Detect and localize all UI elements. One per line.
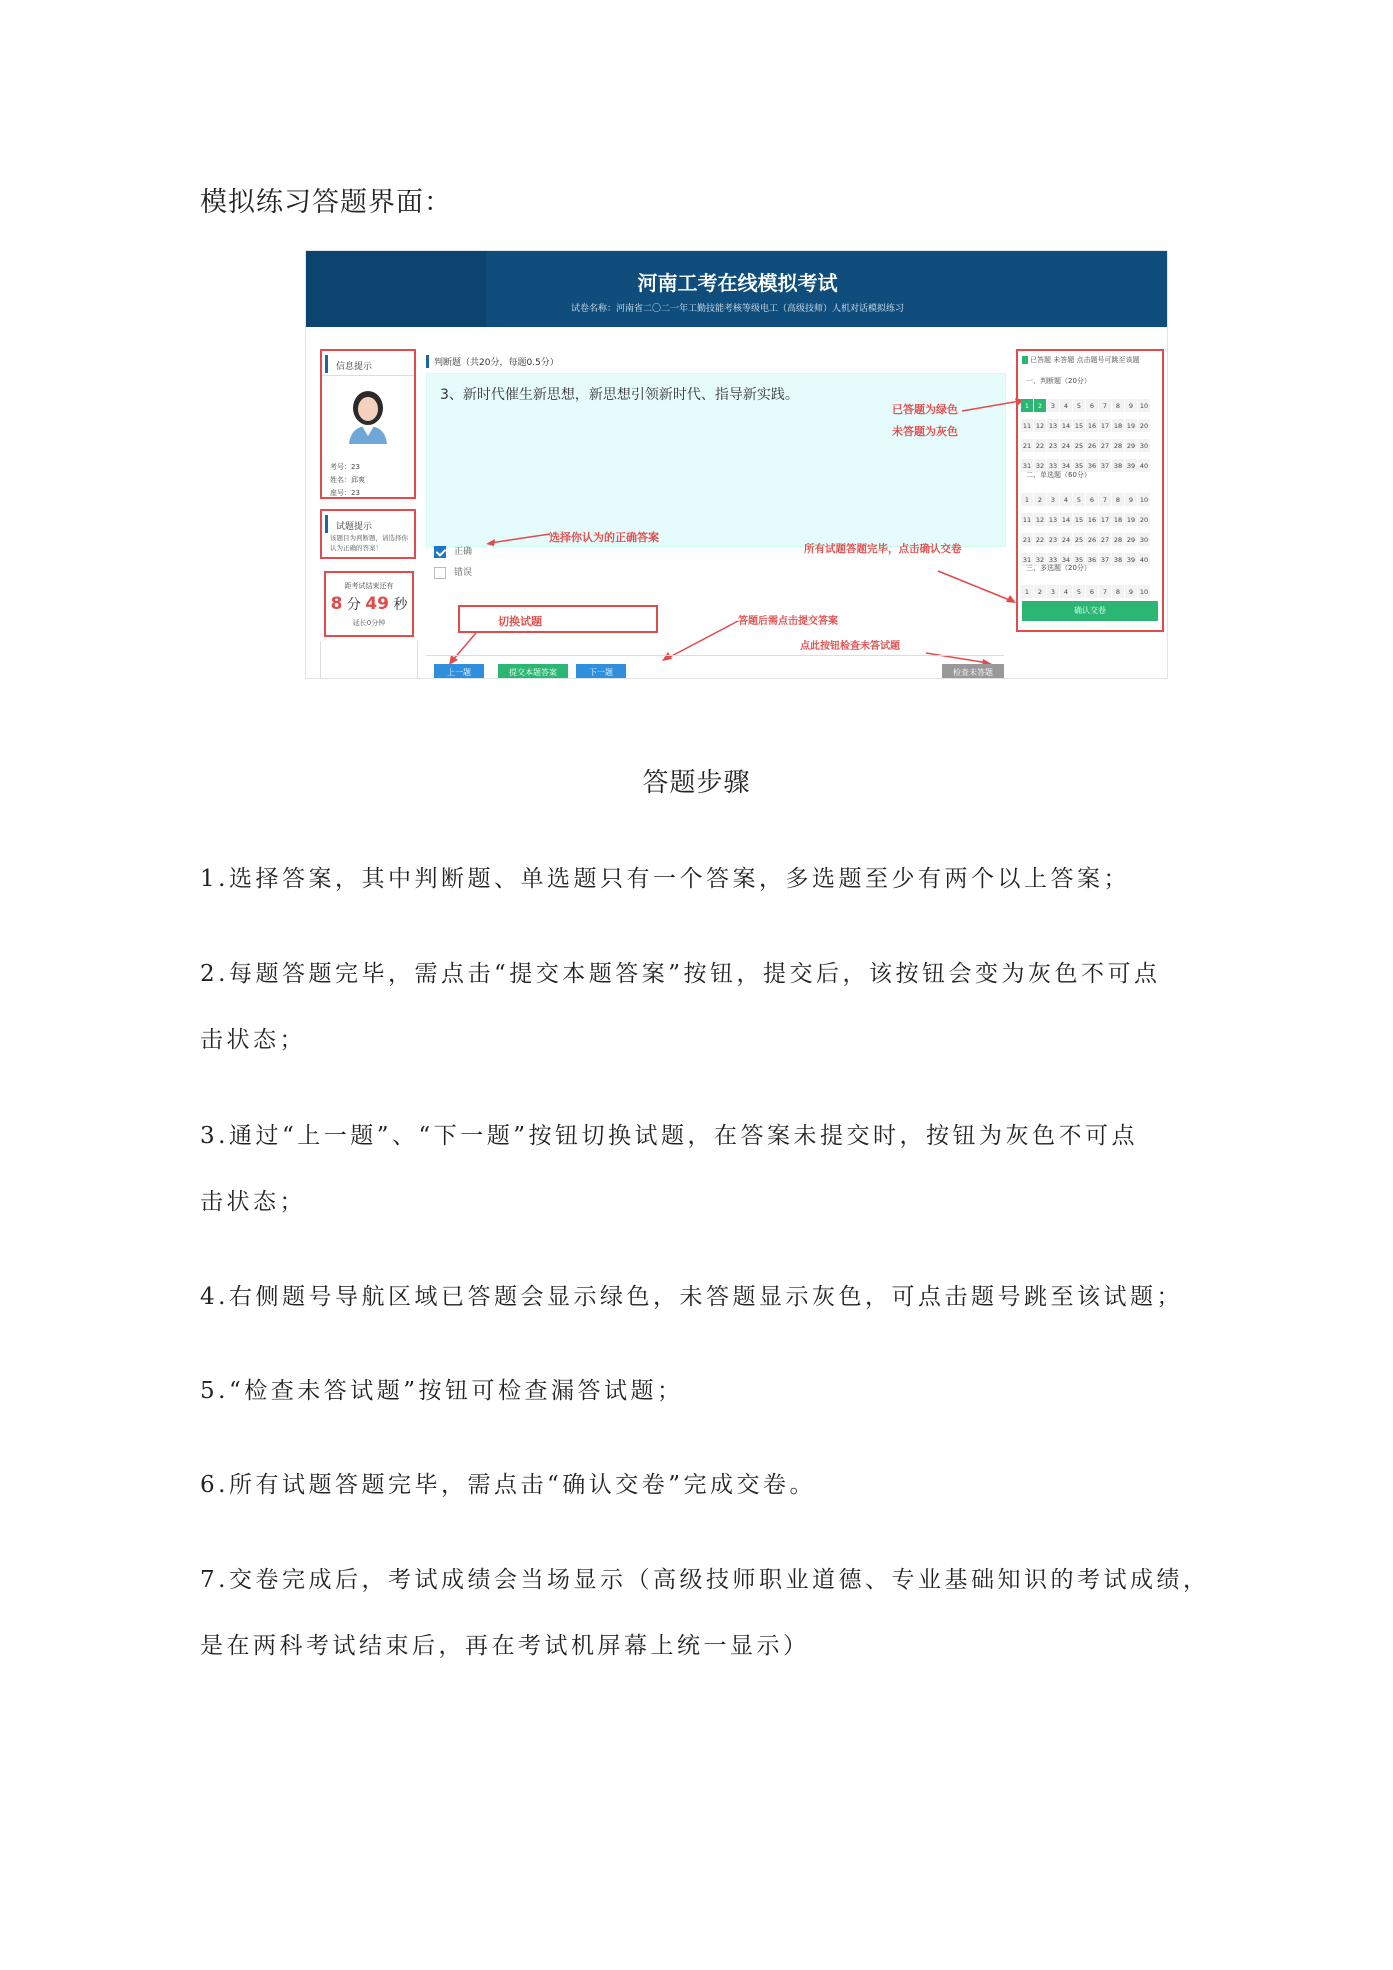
- timer-value: [326, 594, 412, 614]
- nav-grid-judgment: [1021, 393, 1161, 473]
- question-number-cell[interactable]: 17: [1099, 419, 1112, 433]
- exam-header: [306, 251, 1168, 327]
- step-3: 3.通过“上一题”、“下一题”按钮切换试题，在答案未提交时，按钮为灰色不可点: [200, 1123, 1138, 1149]
- question-number-cell[interactable]: 1: [1021, 399, 1034, 413]
- option-false[interactable]: [434, 565, 472, 579]
- step-5: 5.“检查未答试题”按钮可检查漏答试题；: [200, 1378, 684, 1404]
- question-number-cell[interactable]: 19: [1125, 513, 1138, 527]
- info-panel: [320, 349, 416, 499]
- question-number-cell[interactable]: 8: [1112, 585, 1125, 599]
- question-number-cell[interactable]: 23: [1047, 533, 1060, 547]
- avatar: [343, 386, 393, 444]
- steps-title: 答题步骤: [642, 768, 751, 798]
- candidate-number: 考号：23: [330, 463, 360, 471]
- question-number-cell[interactable]: 36: [1086, 553, 1099, 567]
- question-number-cell[interactable]: 36: [1086, 459, 1099, 473]
- question-number-cell[interactable]: 2: [1034, 585, 1047, 599]
- question-number-cell[interactable]: 19: [1125, 419, 1138, 433]
- question-number-cell[interactable]: 9: [1125, 493, 1138, 507]
- question-number-cell[interactable]: 6: [1086, 585, 1099, 599]
- question-number-cell[interactable]: 9: [1125, 585, 1138, 599]
- question-number-cell[interactable]: 11: [1021, 513, 1034, 527]
- question-number-cell[interactable]: 8: [1112, 493, 1125, 507]
- answered-legend-icon: [1022, 356, 1028, 364]
- question-number-cell[interactable]: 18: [1112, 419, 1125, 433]
- option-false-label: 错误: [454, 568, 473, 578]
- step-4: 4.右侧题号导航区域已答题会显示绿色，未答题显示灰色，可点击题号跳至该试题；: [200, 1284, 1183, 1310]
- question-number-cell[interactable]: 31: [1021, 459, 1034, 473]
- nav-grid-single: [1021, 487, 1161, 567]
- question-number-cell[interactable]: 20: [1138, 419, 1151, 433]
- question-number-cell[interactable]: 40: [1138, 459, 1151, 473]
- question-number-cell[interactable]: 32: [1034, 553, 1047, 567]
- step-6: 6.所有试题答题完毕，需点击“确认交卷”完成交卷。: [200, 1472, 816, 1498]
- question-number-cell[interactable]: 16: [1086, 513, 1099, 527]
- question-number-cell[interactable]: 12: [1034, 513, 1047, 527]
- question-number-cell[interactable]: 7: [1099, 493, 1112, 507]
- question-number-cell[interactable]: 34: [1060, 459, 1073, 473]
- annotation-switch: 切换试题: [498, 615, 542, 628]
- option-true[interactable]: [434, 544, 472, 558]
- question-number-cell[interactable]: 21: [1021, 439, 1034, 453]
- question-number-cell[interactable]: 35: [1073, 459, 1086, 473]
- question-number-cell[interactable]: 5: [1073, 585, 1086, 599]
- question-number-cell[interactable]: 4: [1060, 493, 1073, 507]
- question-number-cell[interactable]: 3: [1047, 399, 1060, 413]
- question-number-cell[interactable]: 18: [1112, 513, 1125, 527]
- nav-section-multiple: 三、多选题（20分）: [1026, 564, 1091, 572]
- submit-answer-button[interactable]: 提交本题答案: [498, 664, 568, 679]
- question-number-cell[interactable]: 4: [1060, 585, 1073, 599]
- question-number-cell[interactable]: 34: [1060, 553, 1073, 567]
- question-number-cell[interactable]: 6: [1086, 399, 1099, 413]
- timer-panel: [324, 571, 414, 637]
- question-number-cell[interactable]: 27: [1099, 439, 1112, 453]
- question-number-cell[interactable]: 30: [1138, 439, 1151, 453]
- question-number-cell[interactable]: 28: [1112, 533, 1125, 547]
- question-number-cell[interactable]: 24: [1060, 439, 1073, 453]
- question-type-label: 判断题（共20分，每题0.5分）: [426, 355, 559, 368]
- question-number-cell[interactable]: 9: [1125, 399, 1138, 413]
- question-number-cell[interactable]: 23: [1047, 439, 1060, 453]
- exam-title: 河南工考在线模拟考试: [637, 271, 838, 295]
- question-number-cell[interactable]: 3: [1047, 493, 1060, 507]
- question-number-cell[interactable]: 39: [1125, 459, 1138, 473]
- question-number-cell[interactable]: 24: [1060, 533, 1073, 547]
- question-number-cell[interactable]: 28: [1112, 439, 1125, 453]
- question-number-cell[interactable]: 37: [1099, 553, 1112, 567]
- question-number-cell[interactable]: 26: [1086, 439, 1099, 453]
- nav-grid-multiple: [1021, 579, 1161, 599]
- question-number-cell[interactable]: 22: [1034, 533, 1047, 547]
- question-number-cell[interactable]: 13: [1047, 513, 1060, 527]
- question-navigator: [1016, 349, 1164, 632]
- question-number-cell[interactable]: 29: [1125, 533, 1138, 547]
- question-number-cell[interactable]: 33: [1047, 459, 1060, 473]
- question-number-cell[interactable]: 32: [1034, 459, 1047, 473]
- arrow-icon: [660, 617, 740, 665]
- question-number-cell[interactable]: 15: [1073, 419, 1086, 433]
- exam-screenshot: [305, 250, 1168, 679]
- arrow-icon: [486, 531, 552, 547]
- question-number-cell[interactable]: 7: [1099, 399, 1112, 413]
- arrow-icon: [936, 569, 1018, 605]
- timer-minute-unit: 分: [346, 597, 361, 613]
- timer-second-unit: 秒: [393, 597, 408, 613]
- nav-section-single: 二、单选题（60分）: [1026, 471, 1091, 479]
- question-number-cell[interactable]: 10: [1138, 493, 1151, 507]
- annotation-choose: 选择你认为的正确答案: [549, 531, 659, 544]
- step-2: 2.每题答题完毕，需点击“提交本题答案”按钮，提交后，该按钮会变为灰色不可点: [200, 961, 1161, 987]
- annotation-all-done: 所有试题答题完毕，点击确认交卷: [804, 543, 962, 555]
- timer-extension: 延长0分钟: [352, 619, 386, 627]
- step-1: 1.选择答案，其中判断题、单选题只有一个答案，多选题至少有两个以上答案；: [200, 866, 1130, 892]
- question-number-cell[interactable]: 2: [1034, 493, 1047, 507]
- question-number-cell[interactable]: 20: [1138, 513, 1151, 527]
- timer-minutes: 8: [330, 594, 343, 614]
- annotation-submit-after: 答题后需点击提交答案: [738, 616, 838, 627]
- prev-question-button[interactable]: 上一题: [434, 664, 484, 679]
- question-number-cell[interactable]: 11: [1021, 419, 1034, 433]
- question-number-cell[interactable]: 4: [1060, 399, 1073, 413]
- confirm-submit-button[interactable]: 确认交卷: [1022, 601, 1158, 621]
- info-panel-title: 信息提示: [325, 355, 414, 373]
- annotation-switch-box: [458, 605, 658, 633]
- step-7-cont: 是在两科考试结束后，再在考试机屏幕上统一显示）: [200, 1633, 810, 1659]
- question-number-cell[interactable]: 8: [1112, 399, 1125, 413]
- question-number-cell[interactable]: 31: [1021, 553, 1034, 567]
- question-number-cell[interactable]: 6: [1086, 493, 1099, 507]
- question-number-cell[interactable]: 40: [1138, 553, 1151, 567]
- question-number-cell[interactable]: 29: [1125, 439, 1138, 453]
- question-number-cell[interactable]: 13: [1047, 419, 1060, 433]
- question-number-cell[interactable]: 1: [1021, 585, 1034, 599]
- question-number-cell[interactable]: 25: [1073, 439, 1086, 453]
- question-number-cell[interactable]: 10: [1138, 399, 1151, 413]
- question-number-cell[interactable]: 3: [1047, 585, 1060, 599]
- question-number-cell[interactable]: 21: [1021, 533, 1034, 547]
- tip-title: 试题提示: [325, 515, 414, 533]
- question-number-cell[interactable]: 1: [1021, 493, 1034, 507]
- question-number-cell[interactable]: 10: [1138, 585, 1151, 599]
- question-number-cell[interactable]: 35: [1073, 553, 1086, 567]
- candidate-name: 姓名：邱爽: [330, 476, 365, 484]
- question-number-cell[interactable]: 26: [1086, 533, 1099, 547]
- tip-text: 该题目为判断题，请选择你认为正确的答案！: [330, 534, 408, 552]
- question-number-cell[interactable]: 38: [1112, 459, 1125, 473]
- question-number-cell[interactable]: 5: [1073, 399, 1086, 413]
- question-number-cell[interactable]: 16: [1086, 419, 1099, 433]
- seat-number: 座号：23: [330, 489, 360, 497]
- question-number-cell[interactable]: 39: [1125, 553, 1138, 567]
- question-number-cell[interactable]: 33: [1047, 553, 1060, 567]
- checkbox-empty-icon[interactable]: [434, 567, 446, 579]
- question-text: 3、新时代催生新思想，新思想引领新时代、指导新实践。: [440, 387, 799, 403]
- question-number-cell[interactable]: 25: [1073, 533, 1086, 547]
- question-number-cell[interactable]: 14: [1060, 419, 1073, 433]
- question-number-cell[interactable]: 7: [1099, 585, 1112, 599]
- timer-seconds: 49: [365, 594, 389, 614]
- check-unanswered-button[interactable]: 检查未答题: [942, 664, 1004, 679]
- question-number-cell[interactable]: 5: [1073, 493, 1086, 507]
- question-number-cell[interactable]: 22: [1034, 439, 1047, 453]
- question-number-cell[interactable]: 38: [1112, 553, 1125, 567]
- step-7: 7.交卷完成后，考试成绩会当场显示（高级技师职业道德、专业基础知识的考试成绩，: [200, 1567, 1210, 1593]
- option-true-label: 正确: [454, 547, 473, 557]
- next-question-button[interactable]: 下一题: [576, 664, 626, 679]
- question-box: [426, 373, 1006, 547]
- question-number-cell[interactable]: 15: [1073, 513, 1086, 527]
- question-number-cell[interactable]: 30: [1138, 533, 1151, 547]
- nav-legend: 已答题 未答题 点击题号可跳至该题: [1022, 355, 1139, 365]
- timer-label: 距考试结束还有: [344, 582, 394, 590]
- question-number-cell[interactable]: 12: [1034, 419, 1047, 433]
- arrow-icon: [446, 631, 486, 667]
- question-number-cell[interactable]: 27: [1099, 533, 1112, 547]
- document-heading: 模拟练习答题界面：: [200, 187, 452, 218]
- question-tip-panel: [320, 509, 416, 559]
- step-2-cont: 击状态；: [200, 1027, 306, 1053]
- exam-subtitle: 试卷名称：河南省二〇二一年工勤技能考核等级电工（高级技师）人机对话模拟练习: [570, 304, 904, 314]
- step-3-cont: 击状态；: [200, 1189, 306, 1215]
- question-number-cell[interactable]: 2: [1034, 399, 1047, 413]
- annotation-check-unanswered: 点此按钮检查未答试题: [800, 641, 900, 652]
- nav-section-judgment: 一、判断题（20分）: [1026, 377, 1091, 385]
- annotation-green: 已答题为绿色: [892, 403, 958, 416]
- checkbox-checked-icon[interactable]: [434, 546, 446, 558]
- question-number-cell[interactable]: 17: [1099, 513, 1112, 527]
- question-number-cell[interactable]: 14: [1060, 513, 1073, 527]
- annotation-gray: 未答题为灰色: [892, 425, 958, 438]
- question-number-cell[interactable]: 37: [1099, 459, 1112, 473]
